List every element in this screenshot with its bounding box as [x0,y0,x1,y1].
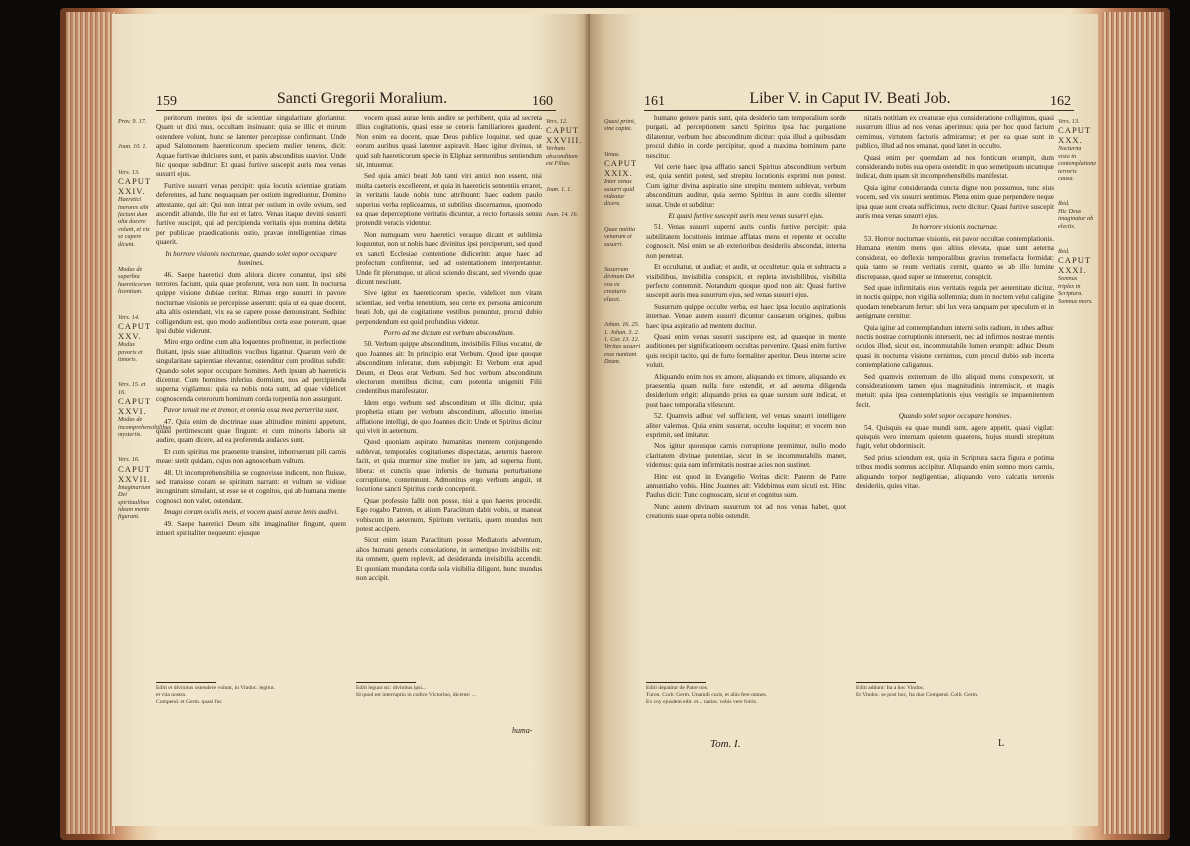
paragraph: 49. Saepe haeretici Deum sibi imaginaliter fingunt, quem intueri spiritaliter nequeunt: ejusque [156,519,346,538]
paragraph: 48. Ut incomprehensibilia se cognovisse indicent, non fluisse, sed transisse coram se spiritum narrant: et vultum se vidisse incognitum simulant, ut esse se et cognitos, qui ab humana mente cognosci non valet, ostendant. [156,468,346,505]
paragraph: In horrore visionis nocturnae. [911,223,999,232]
paragraph: 53. Horror nocturnae visionis, est pavor occultae contemplationis. Humana etenim mens quo altius elevata, quae sunt aeterna considerat, eo deflexis temporalibus gravius tremefacta formidat: quia tanto se reum veritatis cernit, quanto se ab illo lumine discrepasse, quod super se intueretur, conspicit. [856,234,1054,281]
scripture-ref: Ibid. [1058,248,1070,256]
margin-gloss: Inter venas susurri quid videatur dicere. [604,178,635,208]
margin-note [546,118,582,168]
paragraph: Nos igitur quousque carnis corruptione premimur, nullo modo claritatem divinae potentiae, sicut in se incommutabilis manet, videmus: quia eam infirmitatis nostrae acies non sustinet. [646,442,846,470]
margin-gloss: Verbum absconditum est Filius. [546,145,578,168]
chapter-label: CAPUT XXIX. [604,158,638,179]
paragraph: Sed prius sciendum est, quia in Scriptura sacra figura e potima tribus modis somnus accipitur. Aliquando enim somno mors carnis, aliquando torpor negligentiae, aliquando vero calcatis terrenis desideriis, quies vitae. [856,453,1054,491]
scripture-ref: Ibid. [1058,200,1070,208]
margin-note [118,118,154,125]
paragraph: Et quasi furtive suscepit auris mea venas susurri ejus. [668,212,824,221]
catchword: huma- [512,726,533,735]
chapter-label: CAPUT XXVI. [118,396,152,417]
paragraph: Sicut enim istam Paraclitum posse Mediatoris adventum, alios humani generis consolatione, in semetipso invisibilis est: ita omnem, quem replevit, ad desideranda invisibilia accendit. Et quoniam mundana corda sola visibilia diligunt, hunc mundus non accipit. [356,536,542,583]
page-number: 161 [644,94,665,109]
margin-gloss: Veritas susurri esse nuntiant Deum. [604,343,641,366]
paragraph: Pavor tenuit me et tremor, et omnia ossa mea perterrita sunt. [163,406,339,415]
margin-note [118,456,154,520]
margin-note [1058,248,1094,305]
chapter-label: CAPUT XXIV. [118,176,152,197]
paragraph: Quando solet sopor occupare homines. [898,412,1012,421]
footnote: Editi et divinitus ostendere volunt, in Vindoc. legitur. [156,685,275,691]
scripture-ref: Venas. [604,150,620,158]
footnote: Id quod est interruptio in codice Victorino, dicente: ... [356,691,477,698]
paragraph: 51. Venas susurri superni auris cordis furtive percipit: quia subtilitatem locutionis intimae afflatas mens et repente et occulte cognoscit. Nisi enim se ab exterioribus desideriis abscondat, interna non penetrat. [646,223,846,260]
paragraph: humano genere panis sunt, quia desiderio tam temporalium sorde purgati, ad perceptionem sancti Spiritus ipsa hac purgatione dilatentur, verbum hoc absconditum dicitur: quia illud a quibusdam procul dubio in corde percipitur, quod a maxima hominum parte nescitur. [646,114,846,160]
margin-note [1058,118,1097,183]
paragraph: Porro ad me dictum est verbum absconditum. [383,328,515,337]
left-page [112,14,590,826]
margin-gloss: Modus pavoris et timoris. [118,341,143,363]
footnote: Editi legunt sic: divinitus ipsi... [356,685,427,691]
paragraph: Sive igitur ex haereticorum specie, videlicet non vitam scientiae, sed verba tenentium, seu certe ex persona amicorum beati Job, qui de cogitatione vestibus ponuntur, procul dubio perpendendum est quid profundius videtur. [356,289,542,326]
paragraph: 54. Quisquis ea quae mundi sunt, agere appetit, quasi vigilat: quisquis vero internam quietem quaerens, hujus mundi strepitum fugit, velut obdormiscit. [856,423,1054,451]
scripture-ref: Prov. 9. 17. [118,118,147,125]
footnote: et vita nostra. [156,691,187,698]
footnotes [646,682,846,732]
margin-gloss: Modus de superbia haereticorum licentiam. [118,266,152,296]
footnote: Turon. Corb. Germ. Unamdi curis, et aliis fere omnes. [646,691,768,698]
page-number: 160 [532,94,553,109]
footnote-rule [156,682,216,683]
left-fore-edge [66,12,118,834]
paragraph: Aliquando enim nos ex amore, aliquando ex timore, aliquando ex praesentia quam nulla fore ostendit, et ad aeterna diligenda desiderium erigit: aliquando prius ea quae sursum sunt indicat, et post haec temporalia vilescunt. [646,372,846,409]
margin-notes [546,118,582,718]
running-head: Liber V. in Caput IV. Beati Job. [749,90,951,107]
scripture-ref: Vers. 15. et 16. [118,381,146,396]
paragraph: Idem ergo verbum sed absconditum et illis dicitur, quia prophetia etiam per verbum absconditum, allocutio interius afflatione intelligi, de quo Joannes dicit: Unde et Spiritus dicitur qui vivit in aeternum. [356,398,542,435]
footnote: Editi addunt: Ita a hoc Vindoc. [856,685,925,691]
margin-notes [604,118,642,718]
margin-note [604,151,642,208]
footnote-rule [356,682,416,683]
chapter-label: CAPUT XXVIII. [546,125,583,146]
paragraph: nitatis notitiam ex creaturae ejus consideratione colligimus, quasi susurrum illius ad nos venas aperimus: quia per hoc quod factum cernimus, virtutem factoris admiramur; et per ea quae sunt in publico, illud ad nos emanat, quod latet in occulto. [856,114,1054,151]
signature-mark: L [998,738,1005,749]
footnote-rule [856,682,916,683]
header-rule [156,110,556,111]
paragraph: Quia igitur ad contemplandum interni solis radium, in ubes adhuc noctis nostrae corruptionis interserit, nec ad infirmos nostrae mentis oculos illud, sicut est, incommutabile lumen erumpit: adhuc Deum quasi in nocturna visione cernimus, cum procul dubio sub incerta contemplatione caligamus. [856,323,1054,370]
chapter-label: CAPUT XXV. [118,321,152,342]
paragraph: Sed quamvis extremum de illo aliquid mens conspexerit, ut considerationem tamen ejus magnitudinis intremiscit, et magis metuit: quia ipsa contemplationis ejus vestigiis se impaenitentem fecit. [856,372,1054,409]
footnote: Compend. et Germ. quasi fur. [156,698,223,705]
paragraph: Quod quoniam aspirato humanitas mentem conjungendo sublevat, temporales cogitationes dispectatas, aeternis haerere facit, et quia murmur sine mulier ire jam, ad superna fiunt, libera: et cunctis quae infernis de humana perturbatione corruptione, contemnunt. Admonitus ergo verbum anguit, ut locutione sancti Spiritus corde conceperit. [356,438,542,494]
paragraph: Sed quia amici beati Job tanti viri amici non essent, nisi multa caeteris excellerent, et quia in haereticis sententiis erraret, in veritatis laude nobis tunc attribuunt: haec eadem paulo superius verba repliceamus, ut subtilius discernamus, quomodo ea quae deperceptione veritatis dicuntur, a recto fortassis sensu protendit veracis videntur. [356,172,542,228]
scripture-ref: Joan. 10. 1. [118,143,148,151]
paragraph: Hinc est quod in Evangelio Veritas dicit: Paterm de Patre annuntiabo vobis. Hinc Joannes ait: Videbimus eum sicuti est. Hinc Paulus dicit: Tunc cognoscam, sicut et cognitus sum. [646,472,846,500]
margin-gloss: Modus de incomprehensibilibus mysteriis. [118,416,172,438]
margin-gloss: Quae notitia venarum et susurri. [604,225,636,248]
paragraph: Sed quae infirmitatis eius veritatis regula per aeternitate dicitur, in noctis quippe, non vigilia sollemnia; dum in noctem velut caligine quodam tenebrarum fertur: ubi lux vera tanquam per speculum et in aenigmate cernitur. [856,283,1054,321]
right-page [590,14,1098,826]
margin-note [604,118,642,133]
footnotes [156,682,346,742]
paragraph: Nunc autem divinam susurrum tot ad nos venas habet, quot creationis suae opera nobis ostendit. [646,502,846,521]
scripture-ref: Vers. 16. [118,456,140,464]
footnotes [856,682,1054,732]
header-rule [644,110,1074,111]
margin-note [1058,200,1094,230]
margin-note [118,381,172,438]
scripture-ref: Quasi primi, sine capite. [604,118,636,133]
margin-gloss: Susurrum divinum Dei vox ex creaturis elucet. [604,266,635,303]
chapter-label: CAPUT XXVII. [118,463,152,484]
text-column [856,114,1054,674]
paragraph: In horrore visionis nocturnae, quando solet sopor occupare homines. [165,249,337,268]
footnote: Et Vindoc. se post hoc, Ita duo Compend. Colb. Germ. [856,691,979,698]
scripture-ref: Vers. 12. [546,118,568,125]
paragraph: Susurrum quippe occulte verba, est haec ipsa locutio aspirationis internae. Venae autem susurri dicuntur causarum origines, quibus haec ipsa aspiratio ad mentem ducitur. [646,302,846,330]
running-head: Sancti Gregorii Moralium. [276,90,448,107]
margin-note [604,321,642,365]
paragraph: Et occultatur, ut audiat; et audit, ut occultetur: quia et subtracta a visibilibus, invisibilia conspicit, et repleta invisibilibus, visibilia perfecte contemnit. Notandum quoque quod non ait: Quasi furtive suscepit auris mea susurrum ejus, sed venas susurri ejus. [646,263,846,300]
paragraph: 52. Quamvis adhuc vel sufficient, vel venas susurri intelligere aliter valemus. Quia enim susurrat, occulte loquitur; et vocem non exprimit, sed imitatur. [646,412,846,439]
page-number: 162 [1050,94,1071,109]
margin-note [118,169,154,248]
text-column [646,114,846,674]
scripture-ref: Vers. 13. [1058,118,1080,125]
paragraph: Furtive susurri venas percipit: quia locutis scientiae gratiam deferentes, ad hanc nequaquam per ostium ingrediuntur, Domino attestante, qui ait: Qui non intrat per ostium in ovile ovium, sed ascendit aliunde, ille fur est et latro. Venas itaque devini susurri furtive suscipit, qui ad percipienda veritatis ejus nomina debita per publicae praedicationis ostio, pravae intelligentiae rimas quaerit. [156,181,346,247]
paragraph: Quasi enim venas susurri suscipere est, ad quaeque in mente auditiones per significationem occultas pervenire. Quasi enim furtive quis recipit tacito, qui de furto formaliter aperitur. Deus interne scire voluit. [646,332,846,370]
paragraph: vocem quasi aurae lenis audire se perhibent, quia ad secreta illius cogitationis, quasi esse se ceteris familiariores gaudent. Non enim ea docent, quae Deus publice loquitur, sed quae eorum auribus quasi latenter aspiravit. Haec igitur divinus, ut quid sub haereticorum specie in Eliphaz sermonibus sentiendum sit, intuemur. [356,114,542,170]
footnote: Editi depatitur de Patre nos. [646,685,709,691]
chapter-label: CAPUT XXXI. [1058,255,1092,276]
text-column [156,114,346,674]
scripture-ref: Vers. 14. [118,313,140,321]
paragraph: Non numquam vero haeretici veraque dicant et sublimia loquuntur, non ut nobis haec divinitus ipsi perciperunt, sed quod ex sancti Ecclesiae contentione didicerint: atque haec ad profectum confitentur, sed ad ostentationem interpretantur. Unde fit plerumque, ut alicui sciendo discant, sed vivendo quae dicunt nesciunt. [356,230,542,286]
margin-note [604,226,642,248]
paragraph: peritorum mentes ipsi de scientiae singularitate gloriantur. Quam ut dixi mus, occultam insinuant: quia se illic et mirum ostendere volunt, hunc se latenter percepisse confirmant. Unde apud Salomonem haereticorum speciem mulier tenens, dicit: Aquae furtivae dulciores sunt, et panis absconditus suavior. Unde hic quoque subditur: Et quasi furtive suscepit auris mea venas susurri ejus. [156,114,346,179]
paragraph: Vel certe haec ipsa afflatio sancti Spiritus absconditum verbum est, quia sentiri potest, sed strepitu locutionis exprimi non potest. Cum igitur divina aspiratio sine strepitu mentem sublevat, verbum absconditum auditur, quia sermo Spiritus in aure cordis silenter sonat. Unde et subditur: [646,163,846,209]
margin-gloss: Somnus triplex in Scriptura. Somnus mors. [1058,275,1093,305]
page-number: 159 [156,94,177,109]
margin-note [546,186,582,193]
margin-note [604,266,642,303]
paragraph: 46. Saepe haeretici dum altiora dicere conantur, ipsi sibi terrores faciunt, quia quae proferunt, vera non sunt. In nocturna quippe visione dubiae ceritur. Rimas ergo susurri in pavore nocturnae visionis se percepisse asserunt: quia ut ea quae docent, alta altis ostendant, vix ea se capere posse demonstrant. Sedhinc colligendum est, quo modo audientibus certa esse poterunt, quae ipsi dubie viderunt. [156,270,346,335]
paragraph: Miro ergo ordine cum alta loquentes profitentur, in perfectione fluitant, ipsis suae altitudinis vocibus ligantur. Quarum verò de singularitate sapientiae elevantur, ostenditur cum proditus subdit: Quando solet sopor occupare homines. Aeth ipsum ab haereticis dicentur. Cum homines inferius dormiunt, nos ad percipienda superna vigilamus: quia ea nobis nota sunt, ad quae videlicet cognoscenda ceterorum hominum corda torpentia non assurgunt. [156,338,346,403]
scripture-ref: Johan. 16. 25. 1. Johan. 3. 2. 1. Cor. 13. 12. [604,321,640,343]
paragraph: Et cum spiritus me praesente transiret, inhorruerunt pili carnis meae: stetit quidam, cujus non agnoscebam vultum. [156,447,346,466]
margin-gloss: Imaginarium Dei spiritualibus ideam mente figurant. [118,483,151,521]
margin-note [118,314,154,364]
margin-notes [1058,118,1097,718]
scripture-ref: Joan. 14. 16. [546,211,579,219]
right-fore-edge [1102,12,1164,834]
margin-gloss: Nocturna visio in contemplatione terroris causa. [1058,145,1097,183]
paragraph: 47. Quia enim de doctrinae suae altitudine minimi appetunt, quasi pertimescunt quae fingunt: et cum minoris laboris sit audire, quam dicere, ad ea proferenda audaces sunt. [156,417,346,445]
margin-note [118,266,154,296]
text-column [356,114,542,674]
chapter-label: CAPUT XXX. [1058,125,1092,146]
paragraph: 50. Verbum quippe absconditum, invisibilis Filius vocatur, de quo Joannes ait: In principio erat Verbum. Quod ipse quoque absconditum inferatur, dum subjungit: Et Verbum erat apud Deum, et Deus erat Verbum. Sed hoc verbum absconditum electorum mentibus dicitur, cum potentia unigeniti Filii credentibus manifestatur. [356,340,542,396]
paragraph: Quia igitur consideranda cuncta digne non possumus, tunc eius vocem, sed vix susurri sentimus. Plena enim quae perpendere neque ipsa quae sunt creata sufficimus, recte dicitur: Quasi furtive suscepit auris mea venas susurri ejus. [856,183,1054,221]
margin-note [118,143,154,150]
paragraph: Imago coram oculis meis, et vocem quasi aurae lenis audivi. [163,508,339,517]
footnote: Ex coy ejusdem edit. et... natiss. vobis vere foiris. [646,698,758,705]
volume-mark: Tom. I. [710,738,741,750]
scripture-ref: Joan. 1. 1. [546,185,572,193]
margin-gloss: Hic Deus imaginatur ab electis. [1058,207,1094,230]
paragraph: Quasi enim per quemdam ad nos fonticum erumpit, dum considerando nobis sua opera ostendit: in quo semetipsum utcumque indicat, dum quam sit incomprehensibilis manifestat. [856,153,1054,181]
scripture-ref: Vers. 13. [118,168,140,176]
paragraph: Quae professio fallit non posse, nisi a quo haeres procedit. Ego rogabo Patrem, et alium Paraclitum dabit vobis, ut maneat vobiscum in aeternum, Spiritum veritatis, quem mundus non potest accipere. [356,496,542,534]
margin-gloss: Haeretici inerores sibi faciunt dum alta docere volunt, et vix se capere dicunt. [118,196,150,248]
footnote-rule [646,682,706,683]
margin-note [546,211,582,218]
